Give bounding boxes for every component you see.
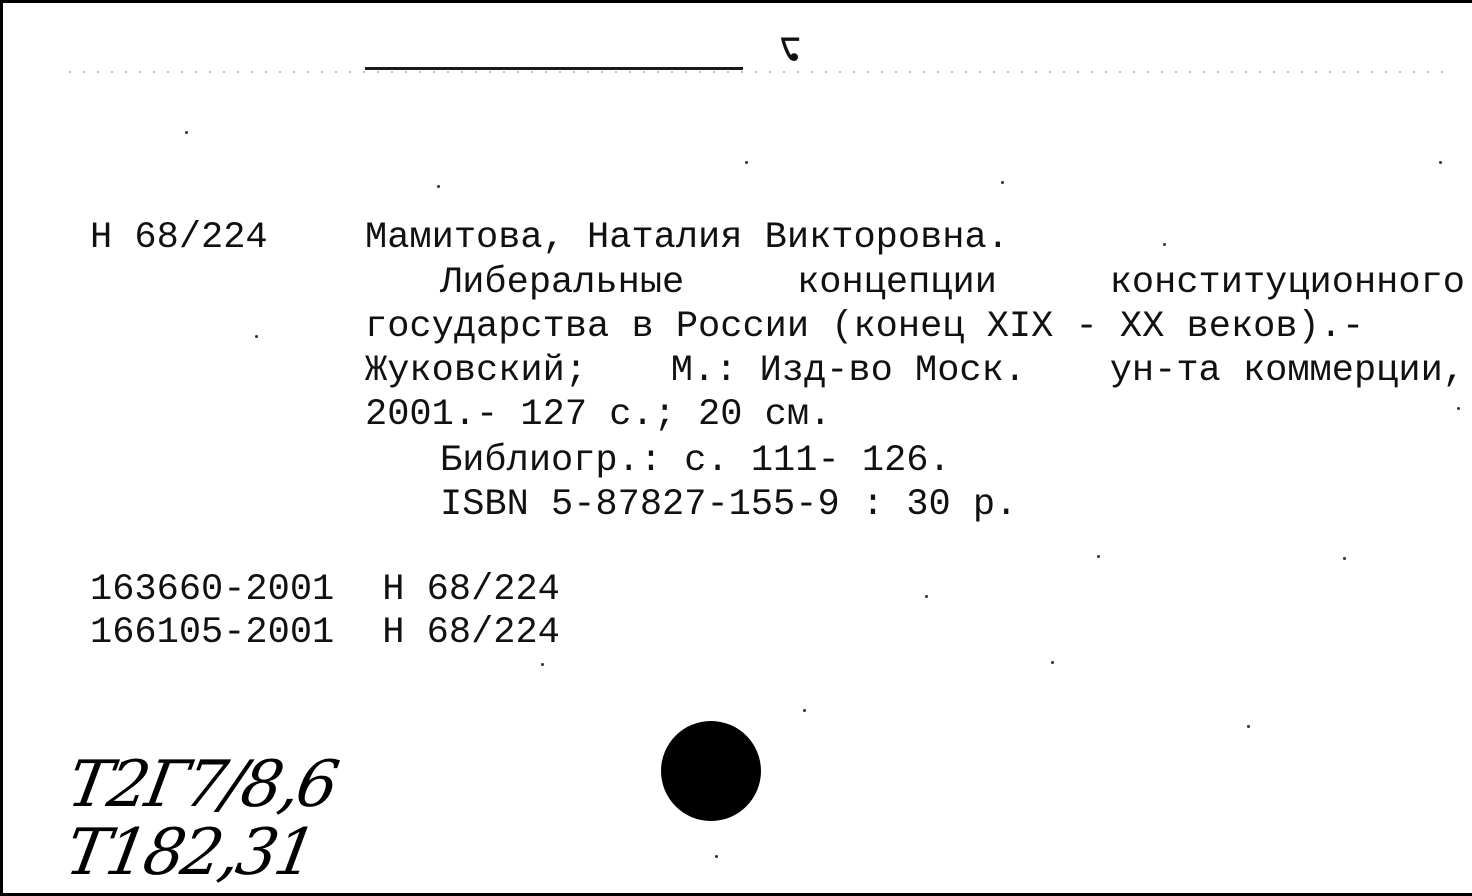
title-line-3-part-2: М.: Изд-во Моск. bbox=[670, 350, 1027, 392]
speck bbox=[1001, 181, 1004, 184]
speck bbox=[1163, 243, 1166, 246]
accession-number: 166105-2001 bbox=[90, 612, 335, 654]
bibliography-note: Библиогр.: с. 111- 126. bbox=[440, 440, 951, 482]
accession-row bbox=[90, 611, 560, 655]
speck bbox=[803, 709, 806, 712]
speck bbox=[745, 161, 748, 164]
speck bbox=[1457, 407, 1460, 410]
top-handwritten-mark: ᢏ bbox=[779, 17, 802, 66]
speck bbox=[1097, 555, 1100, 558]
speck bbox=[715, 855, 718, 858]
speck bbox=[255, 335, 258, 338]
handwritten-classification-2: Т182,31 bbox=[60, 816, 320, 890]
top-rule bbox=[365, 67, 743, 70]
title-line-3-part-3: ун-та коммерции, bbox=[1109, 350, 1465, 392]
title-line-3 bbox=[365, 349, 1465, 393]
speck bbox=[541, 663, 544, 666]
speck bbox=[1051, 661, 1054, 664]
isbn-line: ISBN 5-87827-155-9 : 30 р. bbox=[440, 484, 1018, 526]
author-line: Мамитова, Наталия Викторовна. bbox=[365, 217, 1009, 259]
speck bbox=[925, 595, 928, 598]
accession-row bbox=[90, 568, 560, 612]
speck bbox=[437, 185, 440, 188]
punched-hole bbox=[661, 721, 761, 821]
speck bbox=[185, 131, 188, 134]
accession-shelf-mark: Н 68/224 bbox=[382, 569, 560, 611]
accession-number: 163660-2001 bbox=[90, 569, 335, 611]
title-line-1 bbox=[365, 261, 1465, 305]
title-line-3-part-1: Жуковский; bbox=[365, 350, 588, 392]
title-line-1-word-3: конституционного bbox=[1109, 262, 1465, 304]
shelf-mark: Н 68/224 bbox=[90, 217, 268, 259]
title-line-4: 2001.- 127 с.; 20 см. bbox=[365, 394, 832, 436]
speck bbox=[1247, 725, 1250, 728]
accession-shelf-mark: Н 68/224 bbox=[382, 612, 560, 654]
handwritten-classification-1: Т2Г7/8,6 bbox=[62, 748, 342, 822]
speck bbox=[1343, 557, 1346, 560]
title-line-1-word-2: концепции bbox=[797, 262, 997, 304]
title-line-1-word-1: Либеральные bbox=[440, 262, 685, 304]
top-dotted-line bbox=[63, 71, 1443, 73]
speck bbox=[1439, 161, 1442, 164]
title-line-2: государства в России (конец XIX - XX веков).- bbox=[365, 306, 1365, 348]
